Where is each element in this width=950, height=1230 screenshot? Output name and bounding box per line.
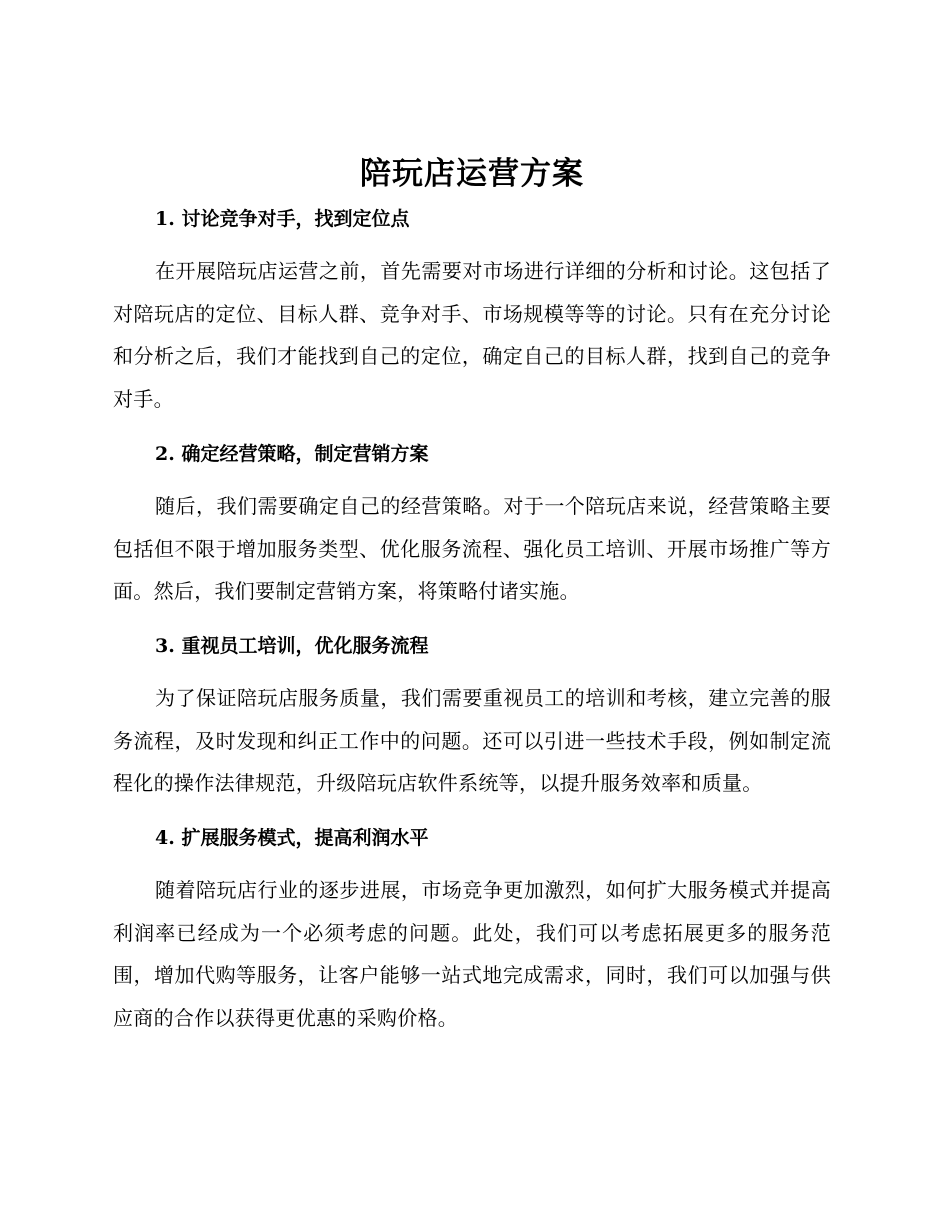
spacer (113, 473, 831, 485)
section-body-2: 随后，我们需要确定自己的经营策略。对于一个陪玩店来说，经营策略主要包括但不限于增加服务类型、优化服务流程、强化员工培训、开展市场推广等方面。然后，我们要制定营销方案，将策略付诸实施。 (113, 493, 831, 604)
spacer (113, 857, 831, 869)
spacer (113, 805, 831, 819)
document-page (113, 148, 831, 1040)
section-body-1: 在开展陪玩店运营之前，首先需要对市场进行详细的分析和讨论。这包括了对陪玩店的定位、目标人群、竞争对手、市场规模等等的讨论。只有在充分讨论和分析之后，我们才能找到自己的定位，确定自己的目标人群，找到自己的竞争对手。 (113, 259, 831, 412)
section-heading-3: 3. 重视员工培训，优化服务流程 (155, 634, 429, 657)
section-heading-2: 2. 确定经营策略，制定营销方案 (155, 442, 429, 465)
spacer (113, 613, 831, 627)
section-body-4: 随着陪玩店行业的逐步进展，市场竞争更加激烈，如何扩大服务模式并提高利润率已经成为一个必须考虑的问题。此处，我们可以考虑拓展更多的服务范围，增加代购等服务，让客户能够一站式地完成需求，同时，我们可以加强与供应商的合作以获得更优惠的采购价格。 (113, 878, 831, 1031)
spacer (113, 665, 831, 677)
section-body-3: 为了保证陪玩店服务质量，我们需要重视员工的培训和考核，建立完善的服务流程，及时发现和纠正工作中的问题。还可以引进一些技术手段，例如制定流程化的操作法律规范，升级陪玩店软件系统等，以提升服务效率和质量。 (113, 685, 831, 796)
section-heading-1: 1. 讨论竞争对手，找到定位点 (155, 208, 410, 230)
section-heading-4: 4. 扩展服务模式，提高利润水平 (155, 827, 429, 850)
spacer (113, 238, 831, 250)
spacer (113, 421, 831, 435)
document-title: 陪玩店运营方案 (360, 156, 584, 192)
